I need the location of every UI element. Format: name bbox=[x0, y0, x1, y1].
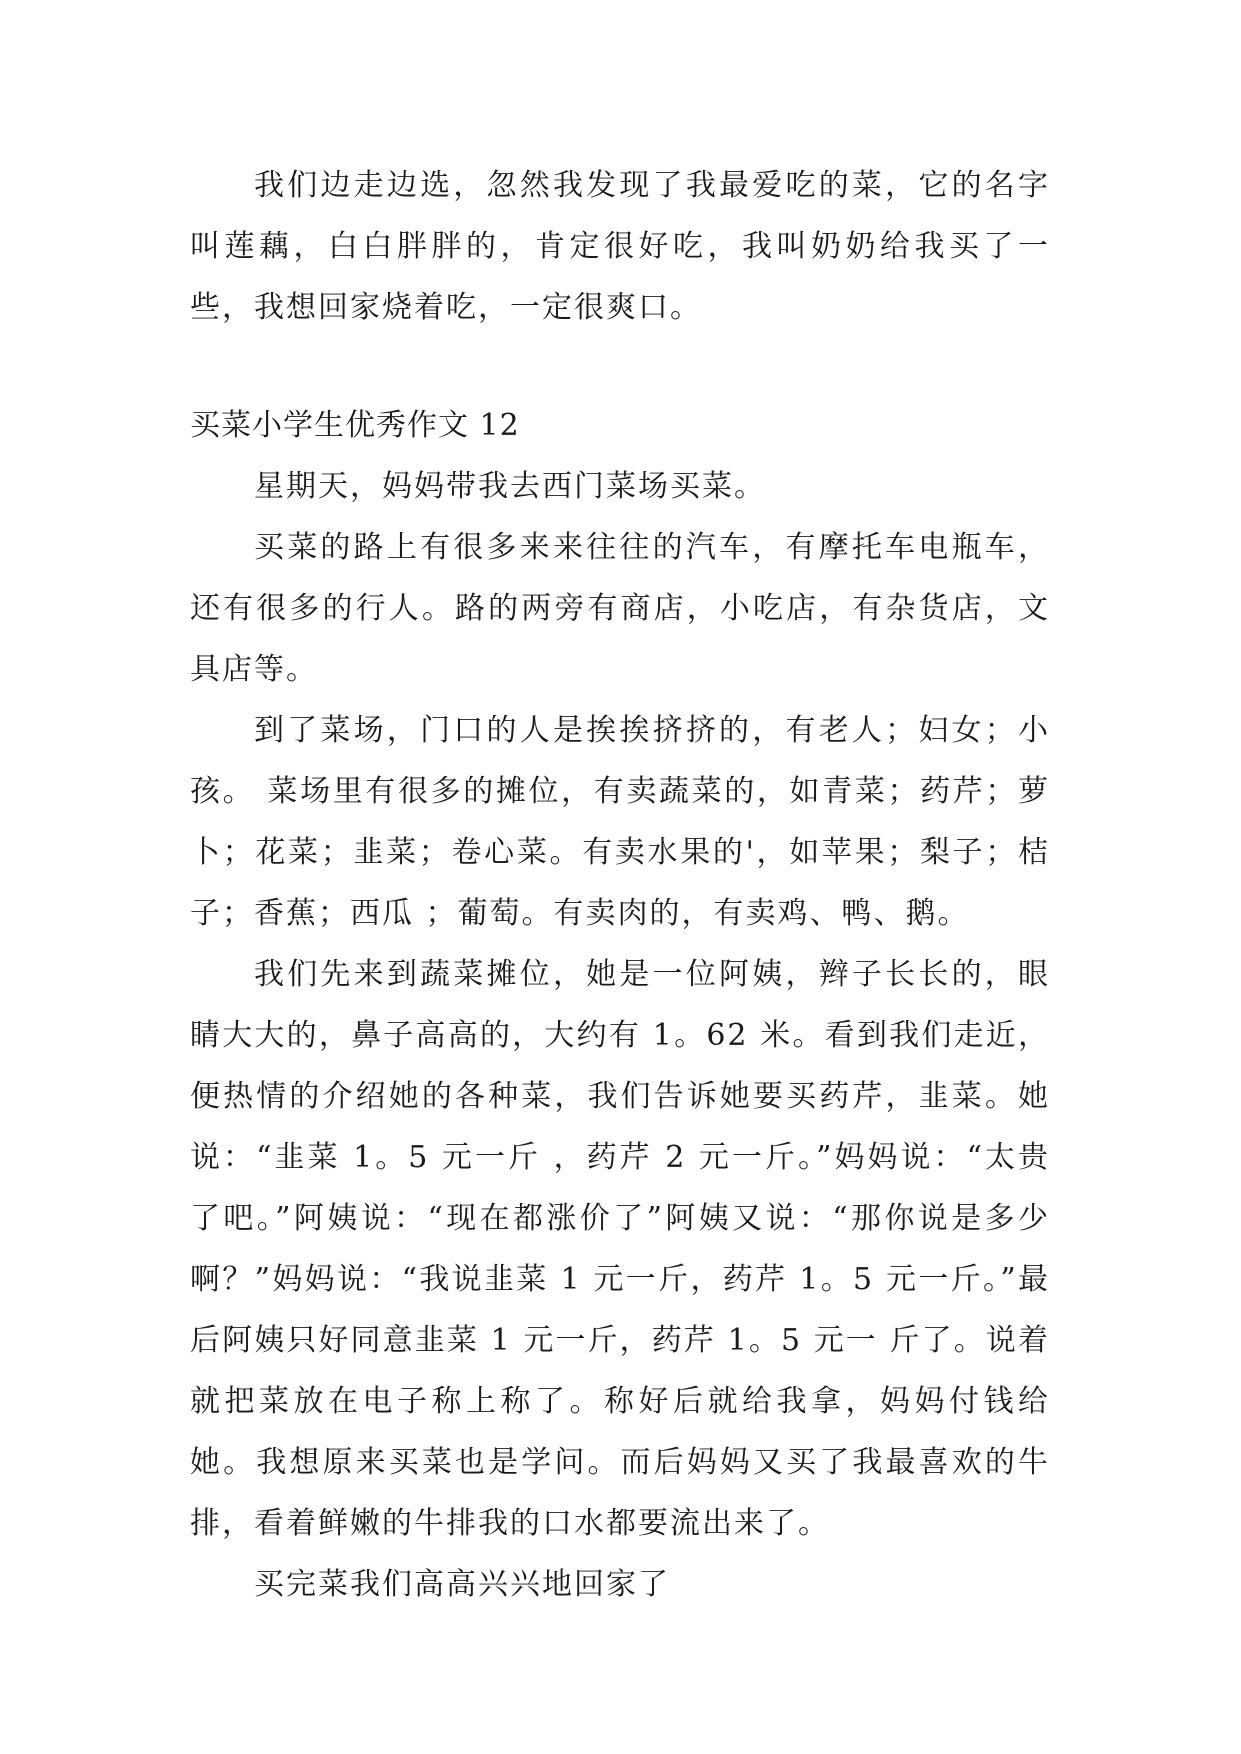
paragraph-2: 买菜的路上有很多来来往往的汽车，有摩托车电瓶车，还有很多的行人。路的两旁有商店，小吃店，有杂货店，文具店等。 bbox=[190, 530, 1050, 687]
document-body bbox=[190, 155, 1050, 1615]
paragraph-4: 我们先来到蔬菜摊位，她是一位阿姨，辫子长长的，眼睛大大的，鼻子高高的，大约有 1。62 米。看到我们走近，便热情的介绍她的各种菜，我们告诉她要买药芹，韭菜。她说：“韭菜 1。5 元一斤 ，药芹 2 元一斤。”妈妈说：“太贵了吧。”阿姨说：“现在都涨价了”阿姨又说：“那你说是多少啊？”妈妈说：“我说韭菜 1 元一斤，药芹 1。5 元一斤。”最后阿姨只好同意韭菜 1 元一斤，药芹 1。5 元一 斤了。说着就把菜放在电子称上称了。称好后就给我拿，妈妈付钱给她。我想原来买菜也是学问。而后妈妈又买了我最喜欢的牛排，看着鲜嫩的牛排我的口水都要流出来了。 bbox=[190, 957, 1050, 1541]
paragraph-3: 到了菜场，门口的人是挨挨挤挤的，有老人；妇女；小孩。 菜场里有很多的摊位，有卖蔬菜的，如青菜；药芹；萝卜；花菜；韭菜；卷心菜。有卖水果的'，如苹果；梨子；桔子；香蕉；西瓜 ；葡萄。有卖肉的，有卖鸡、鸭、鹅。 bbox=[190, 713, 1050, 931]
paragraph-1: 星期天，妈妈带我去西门菜场买菜。 bbox=[254, 469, 766, 504]
section-spacer bbox=[190, 338, 1050, 395]
paragraph-5: 买完菜我们高高兴兴地回家了 bbox=[254, 1567, 670, 1602]
section-title: 买菜小学生优秀作文 12 bbox=[190, 408, 520, 443]
intro-paragraph: 我们边走边选，忽然我发现了我最爱吃的菜，它的名字叫莲藕，白白胖胖的，肯定很好吃，我叫奶奶给我买了一些，我想回家烧着吃，一定很爽口。 bbox=[190, 168, 1050, 325]
